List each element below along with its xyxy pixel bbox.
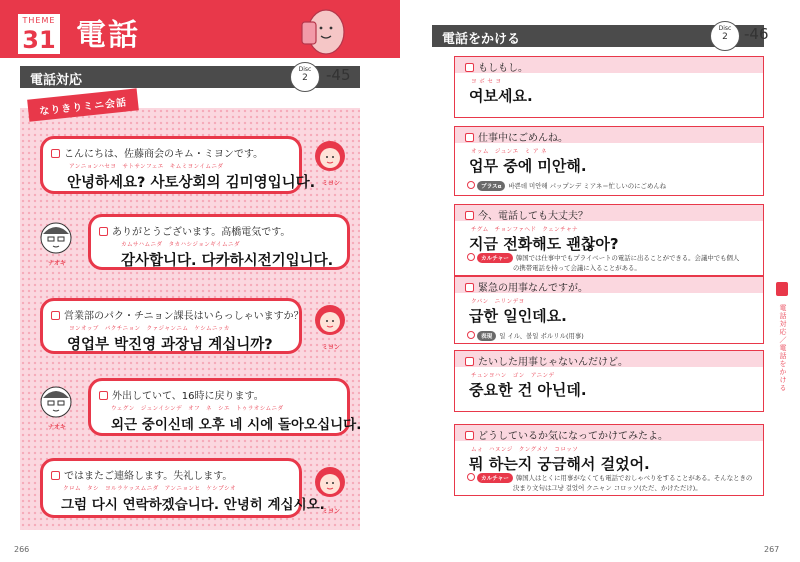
ruby-reading: アンニョンハセヨ サトサンフェエ キムミヨンイムニダ — [69, 164, 224, 170]
korean-phrase: 지금 전화해도 괜찮아? — [469, 235, 619, 253]
phrase-card — [454, 204, 764, 276]
page-number: 266 — [14, 545, 30, 554]
ruby-reading: ヨ ボ セ ヨ — [471, 79, 502, 85]
ruby-reading: クロム タシ ヨルラケッスムニダ アンニョンヒ ケシプシオ — [63, 486, 236, 492]
dialogue-bubble — [40, 136, 316, 194]
miyoung-avatar — [312, 138, 348, 174]
theme-badge — [16, 12, 62, 56]
japanese-line: こんにちは、佐藤商会のキム・ミヨンです。 — [64, 149, 264, 160]
japanese-phrase: 今、電話しても大丈夫？ — [478, 211, 588, 222]
phrase-card — [454, 424, 764, 496]
note-badge: カルチャー — [477, 253, 513, 263]
japanese-phrase: もしもし。 — [478, 63, 528, 74]
disc-number: 2 — [722, 32, 728, 42]
note-text: 일 イル、볼일 ポルリル(用事) — [499, 332, 584, 340]
star-icon — [467, 473, 475, 481]
note-text-continued: の携帯電話を持って会議に入ることがある。 — [513, 264, 641, 272]
ruby-reading: チュンヨハン ゴン アニンデ — [471, 373, 555, 379]
checkbox[interactable] — [465, 63, 474, 72]
japanese-line: 外出していて、16時に戻ります。 — [112, 391, 264, 402]
culture-note — [467, 473, 752, 483]
korean-line: 감사합니다. 다카하시전기입니다. — [121, 253, 334, 269]
japanese-line: ありがとうございます。高橋電気です。 — [112, 227, 291, 238]
speaker-name: ナオキ — [48, 260, 66, 267]
korean-phrase: 중요한 건 아닌데. — [469, 381, 587, 399]
phrase-card — [454, 276, 764, 344]
checkbox[interactable] — [99, 227, 108, 236]
side-index-label: 電話対応／電話をかける — [779, 304, 787, 392]
speaker-name: ナオキ — [48, 424, 66, 431]
japanese-line: 営業部のパク・チニョン課長はいらっしゃいますか？ — [64, 311, 304, 322]
side-index-tab[interactable] — [776, 282, 788, 296]
ruby-reading: チグム チョンファヘド クェンチャナ — [471, 227, 578, 233]
phone-character-illustration — [296, 6, 350, 58]
speaker-name: ミヨン — [322, 180, 341, 187]
japanese-line: ではまたご連絡します。失礼します。 — [64, 471, 233, 482]
page-number: 267 — [764, 545, 780, 554]
checkbox[interactable] — [465, 357, 474, 366]
theme-label: THEME — [22, 16, 56, 25]
section-title: 電話対応 — [30, 73, 83, 88]
smile-icon — [467, 331, 475, 339]
japanese-phrase: 仕事中にごめんね。 — [478, 133, 568, 144]
culture-note — [467, 253, 739, 263]
checkbox[interactable] — [465, 431, 474, 440]
ruby-reading: ムォ ハヌンジ クングメソ コロッソ — [471, 447, 579, 453]
star-icon — [467, 253, 475, 261]
japanese-phrase: 緊急の用事なんですが。 — [478, 283, 588, 294]
disc-label: Disc — [718, 25, 732, 32]
naoki-avatar — [38, 220, 74, 256]
note-badge: 表現 — [477, 331, 496, 341]
dialogue-bubble — [40, 458, 325, 518]
checkbox[interactable] — [51, 149, 60, 158]
note-text: 韓国人はとくに用事がなくても電話でおしゃべりをすることがある。そんなときの — [515, 474, 753, 482]
ruby-reading: クパン ニリンデヨ — [471, 299, 525, 305]
miyoung-avatar — [312, 464, 348, 500]
dialogue-bubble — [88, 378, 362, 436]
ruby-reading: カムサハムニダ タカハシジョンギイムニダ — [121, 242, 240, 248]
checkbox[interactable] — [51, 471, 60, 480]
right-page — [400, 0, 800, 562]
checkbox[interactable] — [465, 283, 474, 292]
japanese-phrase: たいした用事じゃないんだけど。 — [478, 357, 628, 368]
expression-note — [467, 331, 584, 341]
checkbox[interactable] — [51, 311, 60, 320]
korean-line: 영업부 박진영 과장님 계십니까? — [67, 337, 273, 353]
phrase-card — [454, 56, 764, 118]
track-number: -45 — [326, 66, 351, 84]
phrase-card — [454, 126, 764, 196]
speaker-name: ミヨン — [322, 344, 341, 351]
speaker-name: ミヨン — [322, 508, 341, 515]
naoki-avatar — [38, 384, 74, 420]
disc-badge — [710, 21, 740, 51]
note-text-continued: 決まり文句は그냥 걸었어 クニャン コロッソ(ただ、かけただけ)。 — [513, 484, 702, 492]
korean-phrase: 뭐 하는지 궁금해서 걸었어. — [469, 455, 650, 473]
plus-alpha-note — [467, 181, 666, 191]
japanese-phrase: どうしているか気になってかけてみたよ。 — [478, 431, 668, 442]
miyoung-avatar — [312, 302, 348, 338]
theme-title: 電話 — [76, 18, 140, 53]
checkbox[interactable] — [465, 133, 474, 142]
ruby-reading: ウェグン ジュンイシンデ オフ ネ シエ トゥラオシムニダ — [111, 406, 284, 412]
korean-line: 그럼 다시 연락하겠습니다. 안녕히 계십시오. — [61, 497, 325, 513]
note-text: 韓国では仕事中でもプライベートの電話に出ることができる。会議中でも個人 — [515, 254, 740, 262]
checkbox[interactable] — [465, 211, 474, 220]
theme-number: 31 — [22, 26, 56, 54]
note-text: 바쁜데 미안해 パップンデ ミアネ＝忙しいのにごめんね — [508, 182, 667, 190]
disc-badge — [290, 62, 320, 92]
ribbon-label: なりきりミニ会話 — [38, 97, 128, 118]
ruby-reading: ヨンオッブ パクチニョン クァジャンニム ケシムニッカ — [69, 326, 230, 332]
note-badge: プラスα — [477, 181, 505, 191]
dialogue-bubble — [40, 298, 302, 354]
disc-label: Disc — [298, 66, 312, 73]
phrase-card — [454, 350, 764, 412]
ruby-reading: オッム ジュンエ ミ ア ネ — [471, 149, 548, 155]
korean-phrase: 여보세요. — [469, 87, 533, 105]
track-number: -46 — [744, 25, 769, 43]
checkbox[interactable] — [99, 391, 108, 400]
lightbulb-icon — [467, 181, 475, 189]
section-title: 電話をかける — [442, 32, 521, 47]
korean-line: 외근 중이신데 오후 네 시에 돌아오십니다. — [111, 417, 362, 433]
korean-phrase: 급한 일인데요. — [469, 307, 567, 325]
korean-phrase: 업무 중에 미안해. — [469, 157, 587, 175]
dialogue-bubble — [88, 214, 350, 270]
note-badge: カルチャー — [477, 473, 513, 483]
disc-number: 2 — [302, 73, 308, 83]
korean-line: 안녕하세요? 사토상회의 김미영입니다. — [67, 175, 316, 191]
